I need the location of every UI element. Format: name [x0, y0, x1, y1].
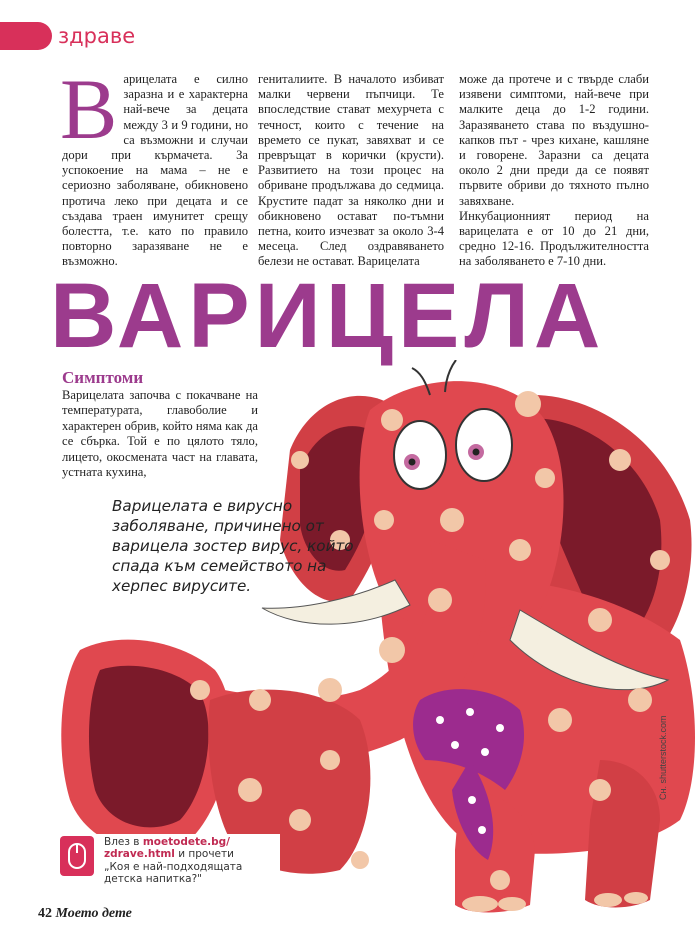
symptoms-heading: Симптоми — [62, 368, 144, 387]
photo-credit: Сн. shutterstock.com — [658, 715, 668, 800]
column-1-text: арицелата е силно заразна и е характерна най-вече за децата между 3 и 9 години, но са възможни и случаи дори при кърмачета. За успокоение на мама – не е сериозно заболяване, обикновено протича леко при децата и се създава траен имунитет срещу болестта, т.е. като по правило повторно заразяване не е възможно. — [62, 72, 248, 269]
promo-link[interactable]: moetodete.bg/ zdrave.html — [104, 836, 230, 861]
symptoms-text: Варицелата започва с покачване на температурата, главоболие и характерен обрив, който няма как да се сбърка. Той е по цялото тяло, лицето, окосмената част на главата, устната кухина, — [62, 388, 258, 480]
article-title: ВАРИЦЕЛА — [50, 265, 606, 367]
magazine-name: Моето дете — [55, 906, 132, 921]
article-column-3 — [459, 72, 649, 270]
section-tab — [0, 22, 52, 50]
article-column-1 — [60, 61, 248, 270]
section-label: здраве — [58, 24, 136, 48]
promo-prefix: Влез в — [104, 836, 143, 848]
page-footer — [38, 906, 132, 922]
promo-text — [104, 836, 284, 886]
promo-article: „Коя е най-подходящата детска напитка?" — [104, 860, 243, 886]
column-3-text-b: Инкубационният период на варицелата е от 10 до 21 дни, средно 12-16. Продължителността на заболяването е 7-10 дни. — [459, 208, 649, 269]
article-column-2: гениталиите. В началото избиват малки червени пъпчици. Те впоследствие стават мехурчета с течност, които с течение на времето се пукат, завяхват и се превръщат в корички (крусти). Развитието на този процес на обриване продължава до седмица. Крустите падат за няколко дни и обикновено остават по-тъмни петна, които изчезват за около 3-4 месеца. След оздравяването белези не остават. Варицелата — [258, 72, 444, 269]
promo-mid: и прочети — [174, 848, 234, 861]
page-number: 42 — [38, 906, 52, 921]
mouse-icon — [60, 836, 94, 876]
pull-quote: Варицелата е вирусно заболяване, причинено от варицела зостер вирус, който спада към семейството на херпес вирусите. — [112, 497, 354, 595]
column-3-text-a: може да протече и с твърде слаби изявени симптоми, най-вече при малките деца до 1-2 години. Заразяването става по въздушно-капков път - чрез кихане, кашляне и говорене. Заразни са децата около 2 дни преди да се появят първите обриви до тяхното пълно завяхване. — [459, 72, 649, 208]
drop-cap: В — [60, 61, 118, 157]
